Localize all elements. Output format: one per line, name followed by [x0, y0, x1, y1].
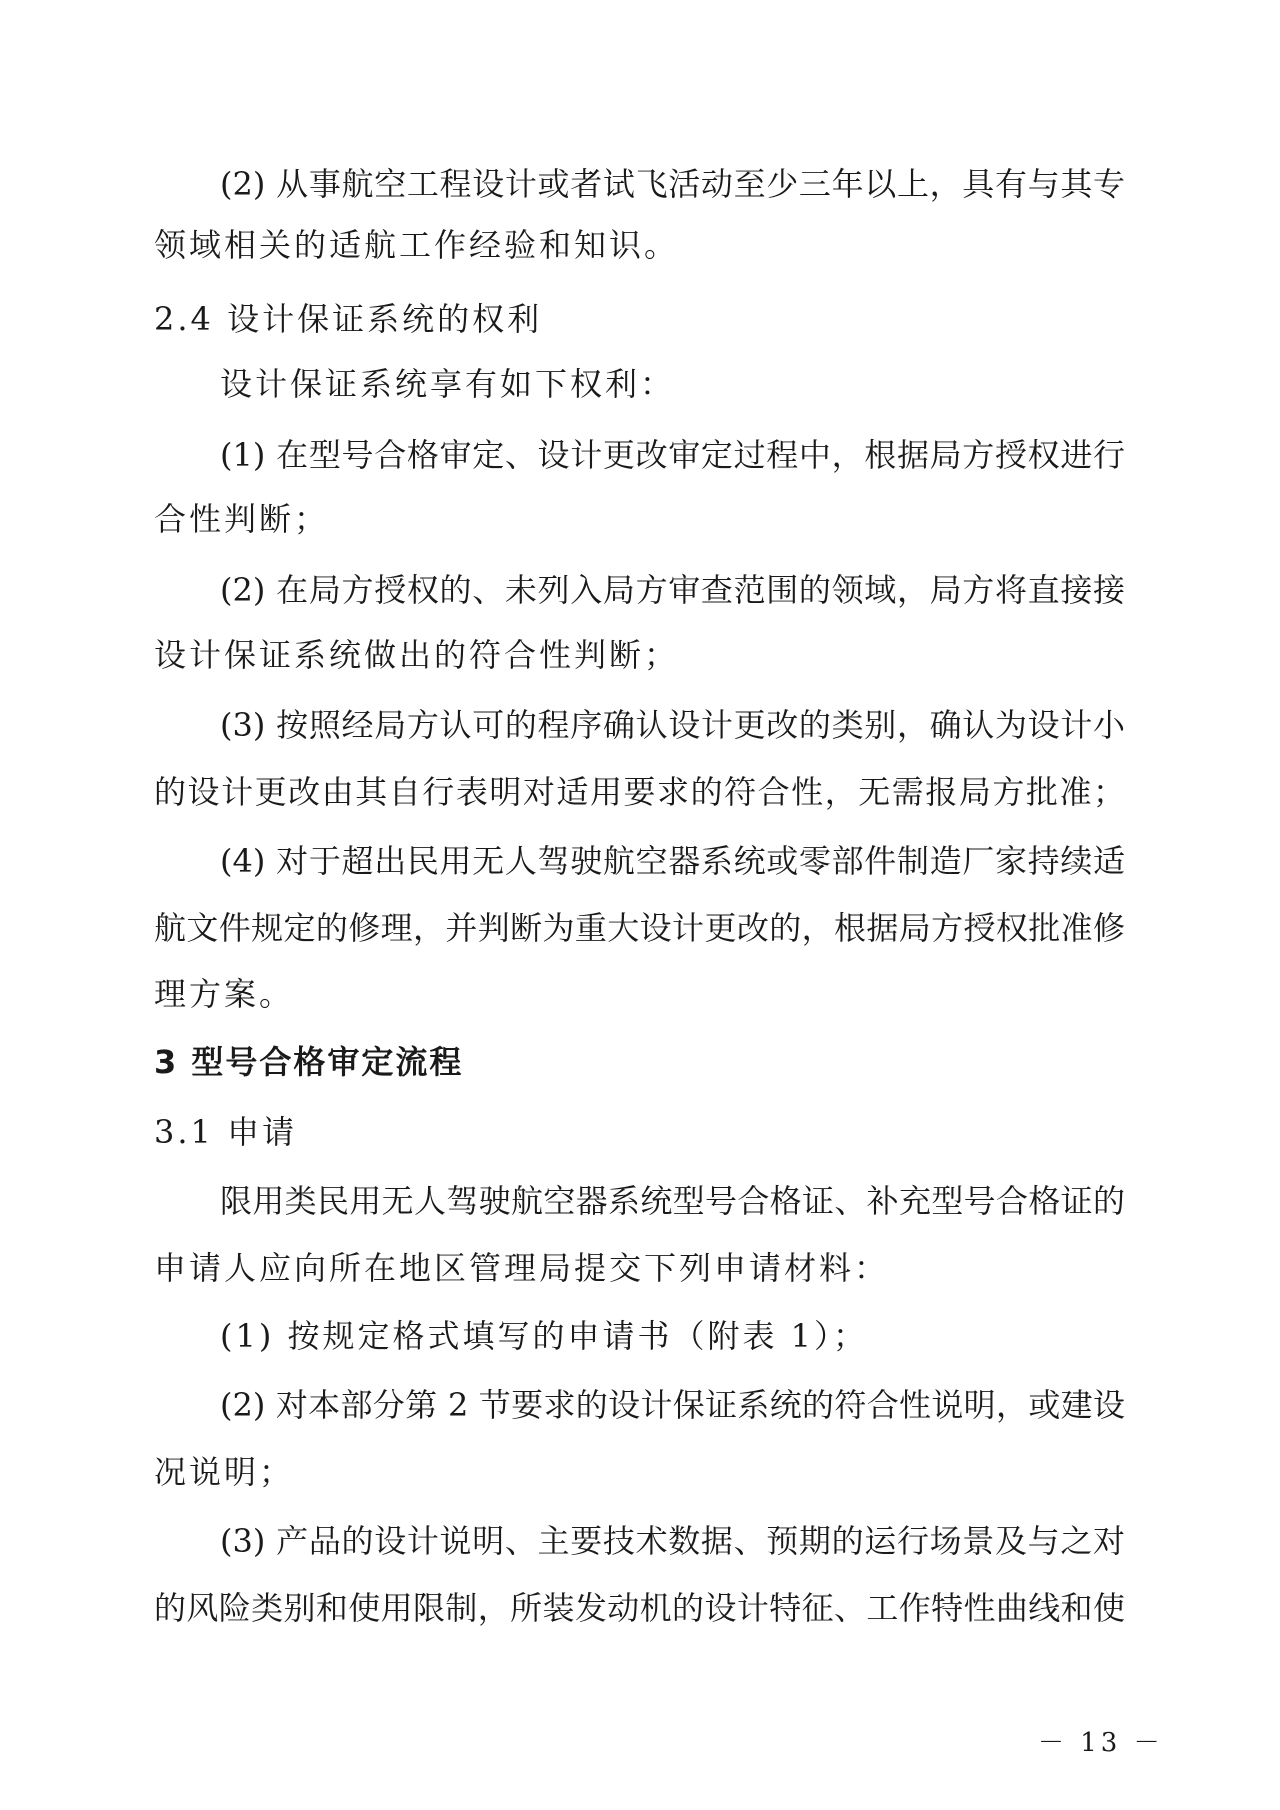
paragraph-line: 理方案。	[154, 975, 295, 1013]
paragraph-line: 申请人应向所在地区管理局提交下列申请材料：	[154, 1249, 890, 1287]
section-heading: 3.1 申请	[154, 1113, 298, 1151]
chapter-heading: 3 型号合格审定流程	[154, 1043, 464, 1081]
paragraph-line: 的设计更改由其自行表明对适用要求的符合性，无需报局方批准；	[154, 773, 1125, 811]
paragraph-line: (2) 在局方授权的、未列入局方审查范围的领域，局方将直接接	[220, 571, 1125, 609]
paragraph-line: (2) 对本部分第 2 节要求的设计保证系统的符合性说明，或建设	[220, 1386, 1125, 1424]
paragraph-line: 况说明；	[154, 1453, 295, 1491]
paragraph-line: 合性判断；	[154, 500, 330, 538]
paragraph-line: 设计保证系统做出的符合性判断；	[154, 636, 680, 674]
paragraph-line: 限用类民用无人驾驶航空器系统型号合格证、补充型号合格证的	[220, 1182, 1125, 1220]
page-number: － 13 －	[1038, 1728, 1164, 1758]
paragraph-line: (1) 在型号合格审定、设计更改审定过程中，根据局方授权进行	[220, 436, 1125, 474]
paragraph-line: 航文件规定的修理，并判断为重大设计更改的，根据局方授权批准修	[154, 909, 1125, 947]
paragraph-line: (1) 按规定格式填写的申请书（附表 1）；	[220, 1317, 869, 1355]
paragraph-line: (3) 产品的设计说明、主要技术数据、预期的运行场景及与之对	[220, 1522, 1125, 1560]
paragraph-line: (2) 从事航空工程设计或者试飞活动至少三年以上，具有与其专	[220, 165, 1125, 203]
paragraph-line: 的风险类别和使用限制，所装发动机的设计特征、工作特性曲线和使	[154, 1589, 1125, 1627]
paragraph-line: (4) 对于超出民用无人驾驶航空器系统或零部件制造厂家持续适	[220, 842, 1125, 880]
paragraph-line: 设计保证系统享有如下权利：	[220, 365, 676, 403]
paragraph-line: (3) 按照经局方认可的程序确认设计更改的类别，确认为设计小	[220, 706, 1125, 744]
paragraph-line: 领域相关的适航工作经验和知识。	[154, 226, 680, 264]
section-heading: 2.4 设计保证系统的权利	[154, 300, 543, 338]
